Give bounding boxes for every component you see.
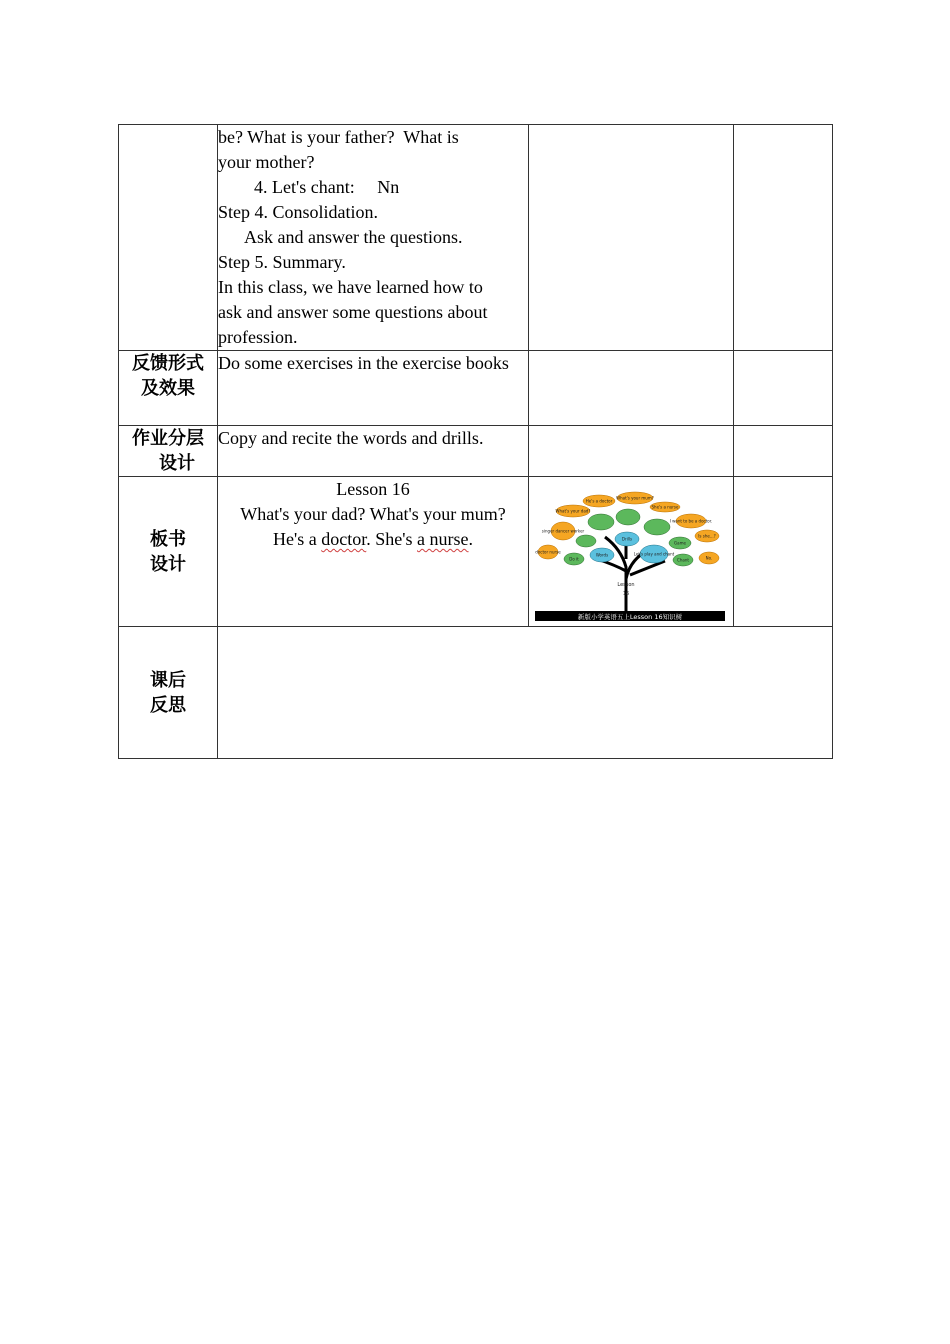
tree-leaf-label: What's your mum? xyxy=(616,495,654,500)
homework-row xyxy=(119,426,833,477)
lesson-plan-table xyxy=(118,124,833,759)
tree-trunk-label: 16 xyxy=(622,590,630,597)
board-title: Lesson 16 xyxy=(336,479,410,499)
homework-notes-cell xyxy=(734,426,833,477)
homework-label: 作业分层 设计 xyxy=(119,426,218,477)
process-line: your mother? xyxy=(218,152,315,172)
process-label-cell xyxy=(119,125,218,351)
tree-leaf-label: He's a doctor xyxy=(585,498,613,503)
process-line: Ask and answer the questions. xyxy=(218,227,463,247)
tree-leaf-label: Is she...? xyxy=(698,533,716,538)
process-line: ask and answer some questions about xyxy=(218,302,488,322)
board-notes-cell xyxy=(734,477,833,627)
process-notes-cell xyxy=(734,125,833,351)
board-label: 板书 设计 xyxy=(119,477,218,627)
homework-text: Copy and recite the words and drills. xyxy=(218,426,529,477)
knowledge-tree-cell xyxy=(529,477,734,627)
tree-leaf-label: Do it xyxy=(569,556,579,561)
process-line: profession. xyxy=(218,327,298,347)
tree-leaf-label: singer dancer worker xyxy=(541,528,585,533)
tree-leaf-label: Chant xyxy=(677,557,689,562)
board-content xyxy=(218,477,529,627)
feedback-label: 反馈形式 及效果 xyxy=(119,351,218,426)
board-question: What's your dad? What's your mum? xyxy=(240,504,506,524)
feedback-text: Do some exercises in the exercise books xyxy=(218,351,529,426)
homework-empty-cell xyxy=(529,426,734,477)
feedback-row xyxy=(119,351,833,426)
reflection-label: 课后 反思 xyxy=(119,627,218,759)
tree-trunk-label: Lesson xyxy=(617,581,635,588)
process-empty-cell xyxy=(529,125,734,351)
feedback-notes-cell xyxy=(734,351,833,426)
board-row xyxy=(119,477,833,627)
board-answer-word: a nurse xyxy=(417,529,469,549)
tree-branch-label: Words xyxy=(595,552,609,557)
tree-leaf-label: She's a nurse xyxy=(651,504,679,509)
tree-branch-label: Drills xyxy=(621,536,633,541)
knowledge-tree-image xyxy=(535,489,727,621)
tree-leaf-label: What's your dad? xyxy=(555,508,591,513)
process-line: 4. Let's chant: Nn xyxy=(218,177,400,197)
tree-branch-label: Let's play and chant xyxy=(633,551,675,556)
board-answer-word: doctor xyxy=(321,529,367,549)
process-line: be? What is your father? What is xyxy=(218,127,459,147)
process-row xyxy=(119,125,833,351)
tree-caption: 新版小学英语五上Lesson 16知识树 xyxy=(577,612,683,621)
tree-leaf-label: I want to be a doctor. xyxy=(669,518,713,523)
tree-leaf-label: No. xyxy=(705,555,713,560)
process-line: In this class, we have learned how to xyxy=(218,277,483,297)
process-line: Step 5. Summary. xyxy=(218,252,346,272)
reflection-row xyxy=(119,627,833,759)
feedback-empty-cell xyxy=(529,351,734,426)
tree-leaf-label: doctor nurse xyxy=(535,549,561,554)
process-line: Step 4. Consolidation. xyxy=(218,202,379,222)
tree-leaf-label: Game xyxy=(674,540,686,545)
reflection-content-cell xyxy=(218,627,833,759)
process-content-cell xyxy=(218,125,529,351)
board-answer: He's a doctor. She's a nurse. xyxy=(273,529,473,549)
